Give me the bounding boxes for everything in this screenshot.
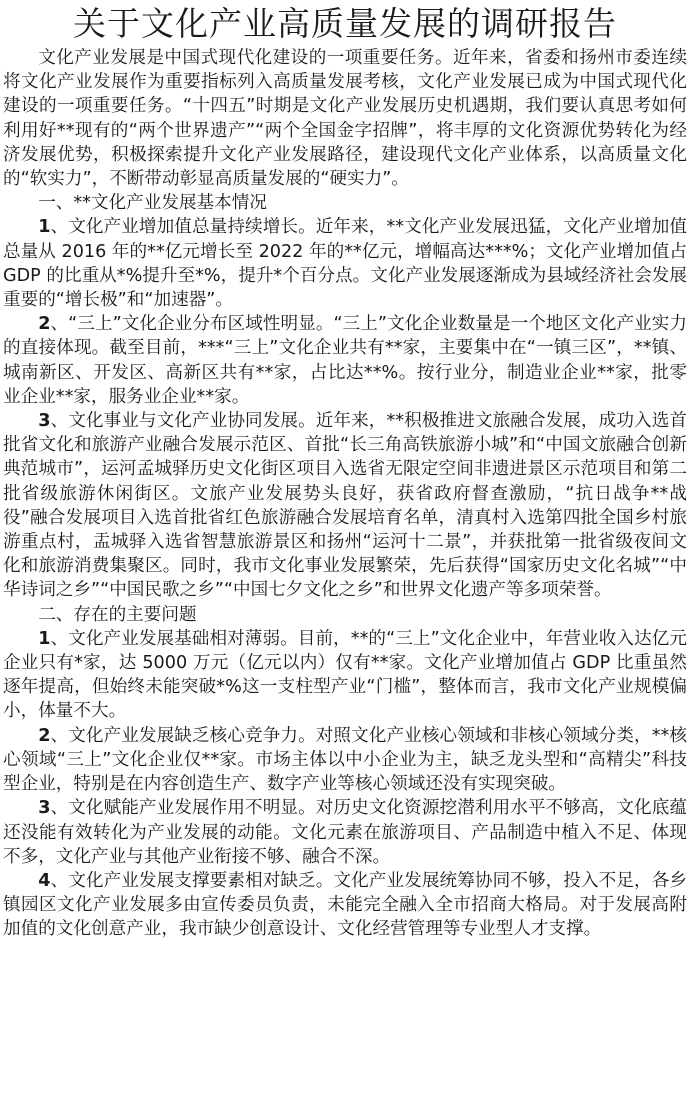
item-number: 1 bbox=[38, 217, 51, 238]
item-number: 2 bbox=[38, 725, 51, 746]
item-text: 、文化产业增加值总量持续增长。近年来，**文化产业发展迅猛，文化产业增加值总量从 2016 年的**亿元增长至 2022 年的**亿元，增幅高达***%；文化产业增加值占 GDP 的比重从*%提升至*%，提升*个百分点。文化产业发展逐渐成为县域经济社会发展重要的“增长极”和“加速器”。 bbox=[3, 217, 687, 311]
section-2-heading: 二、存在的主要问题 bbox=[38, 604, 197, 625]
section-1-heading: 一、**文化产业发展基本情况 bbox=[38, 193, 267, 214]
section-2-item-1 bbox=[3, 627, 687, 724]
item-text: 、文化产业发展支撑要素相对缺乏。文化产业发展统筹协同不够，投入不足，各乡镇园区文化产业发展多由宣传委员负责，未能完全融入全市招商大格局。对于发展高附加值的文化创意产业，我市缺少创意设计、文化经营管理等专业型人才支撑。 bbox=[3, 870, 687, 940]
section-2-item-2 bbox=[3, 724, 687, 797]
item-number: 4 bbox=[38, 870, 51, 891]
item-text: 、文化赋能产业发展作用不明显。对历史文化资源挖潜利用水平不够高，文化底蕴还没能有效转化为产业发展的动能。文化元素在旅游项目、产品制造中植入不足、体现不多，文化产业与其他产业衔接不够、融合不深。 bbox=[3, 798, 687, 867]
section-2-item-3 bbox=[3, 796, 687, 869]
section-1-item-1 bbox=[3, 215, 687, 312]
intro-paragraph: 文化产业发展是中国式现代化建设的一项重要任务。近年来，省委和扬州市委连续将文化产业发展作为重要指标列入高质量发展考核，文化产业发展已成为中国式现代化建设的一项重要任务。“十四五”时期是文化产业发展历史机遇期，我们要认真思考如何利用好**现有的“两个世界遗产”“两个全国金字招牌”，将丰厚的文化资源优势转化为经济发展优势，积极探索提升文化产业发展路径，建设现代文化产业体系，以高质量文化的“软实力”，不断带动彰显高质量发展的“硬实力”。 bbox=[3, 48, 687, 190]
item-text: 、“三上”文化企业分布区域性明显。“三上”文化企业数量是一个地区文化产业实力的直接体现。截至目前，***“三上”文化企业共有**家，主要集中在“一镇三区”，**镇、城南新区、开发区、高新区共有**家，占比达**%。按行业分，制造业企业**家，批零业企业**家，服务业企业**家。 bbox=[3, 314, 687, 407]
document-title: 关于文化产业高质量发展的调研报告 bbox=[73, 4, 617, 43]
section-2-item-4 bbox=[3, 869, 687, 942]
item-text: 、文化产业发展基础相对薄弱。目前，**的“三上”文化企业中，年营业收入达亿元企业只有*家，达 5000 万元（亿元以内）仅有**家。文化产业增加值占 GDP 比重虽然逐年提高，但始终未能突破*%这一支柱型产业“门槛”，整体而言，我市文化产业规模偏小，体量不大。 bbox=[3, 628, 687, 722]
item-text: 、文化事业与文化产业协同发展。近年来，**积极推进文旅融合发展，成功入选首批省文化和旅游产业融合发展示范区、首批“长三角高铁旅游小城”和“中国文旅融合创新典范城市”，运河孟城驿历史文化街区项目入选省无限定空间非遗进景区示范项目和第二批省级旅游休闲街区。文旅产业发展势头良好，获省政府督查激励，“抗日战争**战役”融合发展项目入选首批省红色旅游融合发展培育名单，清真村入选第四批全国乡村旅游重点村，盂城驿入选省智慧旅游景区和扬州“运河十二景”，并获批第一批省级夜间文化和旅游消费集聚区。同时，我市文化事业发展繁荣，先后获得“国家历史文化名城”“中华诗词之乡”“中国民歌之乡”“中国七夕文化之乡”和世界文化遗产等多项荣誉。 bbox=[3, 411, 687, 601]
item-number: 3 bbox=[38, 411, 51, 432]
item-text: 、文化产业发展缺乏核心竞争力。对照文化产业核心领域和非核心领域分类，**核心领域“三上”文化企业仅**家。市场主体以中小企业为主，缺乏龙头型和“高精尖”科技型企业，特别是在内容创造生产、数字产业等核心领域还没有实现突破。 bbox=[3, 725, 687, 795]
item-number: 3 bbox=[38, 798, 51, 819]
item-number: 2 bbox=[38, 314, 51, 335]
item-number: 1 bbox=[38, 628, 51, 649]
section-1-item-3 bbox=[3, 409, 687, 603]
section-1-item-2 bbox=[3, 312, 687, 409]
